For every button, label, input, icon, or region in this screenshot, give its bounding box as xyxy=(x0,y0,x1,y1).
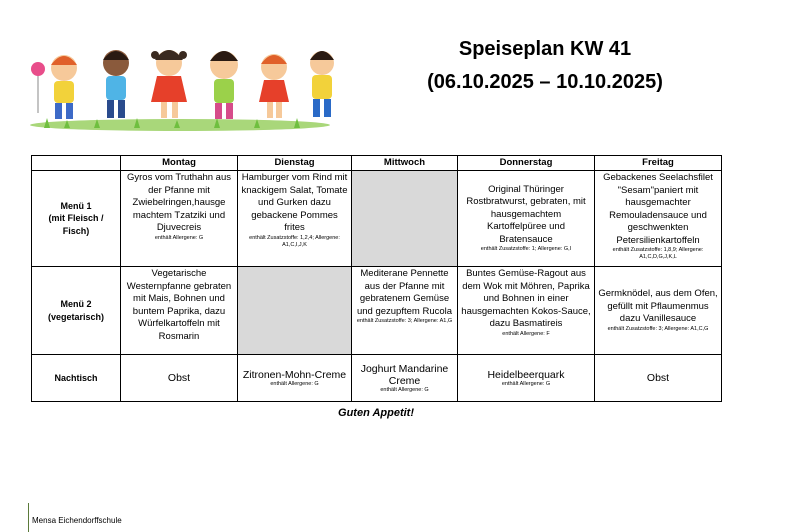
meal-text: Obst xyxy=(646,372,670,384)
menu-table xyxy=(31,155,722,402)
row-label-line: (mit Fleisch / xyxy=(48,213,104,224)
allergen-note: enthält Allergene: G xyxy=(380,386,429,393)
allergen-note: enthält Zusatzstoffe: 3; Allergene: A1,G xyxy=(356,318,453,324)
day-header-mittwoch: Mittwoch xyxy=(352,156,458,171)
table-header-row xyxy=(32,156,722,171)
table-row xyxy=(32,355,722,402)
meal-text: Mediterane Pennette aus der Pfanne mit gebratenem Gemüse und gezupftem Rucola xyxy=(356,268,453,317)
day-header-montag: Montag xyxy=(121,156,238,171)
row-label-line: Fisch) xyxy=(62,225,90,236)
meal-cell xyxy=(595,171,722,267)
date-range: (06.10.2025 – 10.10.2025) xyxy=(427,71,663,93)
meal-text: Zitronen-Mohn-Creme xyxy=(242,368,347,381)
corner-cell xyxy=(32,156,121,171)
meal-cell xyxy=(595,267,722,355)
page-title: Speiseplan KW 41 xyxy=(458,38,632,60)
dessert-cell xyxy=(595,355,722,402)
meal-text: Hamburger vom Rind mit knackigem Salat, Tomate und Gurken dazu gebackene Pommes frites xyxy=(241,172,348,233)
title-block xyxy=(400,38,690,93)
meal-text: Germknödel, aus dem Ofen, gefüllt mit Pflaumenmus dazu Vanillesauce xyxy=(598,288,718,325)
meal-text: Heidelbeerquark xyxy=(487,368,565,381)
allergen-note: enthält Zusatzstoffe: 1,8,9; Allergene: A1,C,D,G,J,K,L xyxy=(612,247,704,260)
allergen-note: enthält Zusatzstoffe: 1; Allergene: G,I xyxy=(480,246,572,253)
table-row xyxy=(32,267,722,355)
meal-text: Obst xyxy=(167,372,191,384)
meal-text: Joghurt Mandarine Creme xyxy=(360,362,449,387)
dessert-cell xyxy=(121,355,238,402)
meal-cell xyxy=(458,171,595,267)
meal-cell xyxy=(352,267,458,355)
closing-text: Guten Appetit! xyxy=(338,407,414,419)
allergen-note: enthält Zusatzstoffe: 3; Allergene: A1,C,G xyxy=(607,325,709,332)
footer-divider xyxy=(28,503,29,532)
dessert-cell xyxy=(238,355,352,402)
allergen-note: enthält Allergene: F xyxy=(502,330,550,337)
meal-text: Original Thüringer Rostbratwurst, gebraten, mit hausgemachtem Kartoffelpüree und Bratensauce xyxy=(466,183,586,245)
row-label-menu1 xyxy=(32,171,121,267)
dessert-cell xyxy=(352,355,458,402)
meal-text: Gebackenes Seelachsfilet "Sesam"paniert mit hausgemachter Remouladensauce und geschwenkten Petersilienkartoffeln xyxy=(603,172,713,246)
meal-cell xyxy=(121,267,238,355)
allergen-note: enthält Allergene: G xyxy=(501,380,551,387)
row-label-menu2 xyxy=(32,267,121,355)
meal-text: Gyros vom Truthahn aus der Pfanne mit Zwiebelringen,hausge machtem Tzatziki und Djuvecreis xyxy=(126,172,232,233)
meal-cell xyxy=(121,171,238,267)
meal-cell xyxy=(238,171,352,267)
meal-text: Buntes Gemüse-Ragout aus dem Wok mit Möhren, Paprika und Bohnen in einer hausgemachten Kokos-Sauce, dazu Basmatireis xyxy=(461,268,591,329)
row-label-line: Menü 1 xyxy=(60,200,92,211)
footer-text: Mensa Eichendorffschule xyxy=(32,516,122,525)
row-label-nachtisch: Nachtisch xyxy=(32,355,121,402)
children-illustration xyxy=(24,33,336,133)
allergen-note: enthält Allergene: G xyxy=(270,380,319,387)
table-row xyxy=(32,171,722,267)
dessert-cell xyxy=(458,355,595,402)
meal-cell xyxy=(458,267,595,355)
day-header-freitag: Freitag xyxy=(595,156,722,171)
day-header-donnerstag: Donnerstag xyxy=(458,156,595,171)
day-header-dienstag: Dienstag xyxy=(238,156,352,171)
empty-cell xyxy=(238,267,352,355)
allergen-note: enthält Zusatzstoffe: 1,2,4; Allergene: A1,C,I,J,K xyxy=(249,234,340,248)
row-label-line: (vegetarisch) xyxy=(47,311,105,322)
meal-text: Vegetarische Westernpfanne gebraten mit Mais, Bohnen und buntem Paprika, dazu Würfelkartoffeln mit Rosmarin xyxy=(126,268,232,342)
row-label-line: Menü 2 xyxy=(60,299,92,309)
empty-cell xyxy=(352,171,458,267)
allergen-note: enthält Allergene: G xyxy=(154,234,204,241)
